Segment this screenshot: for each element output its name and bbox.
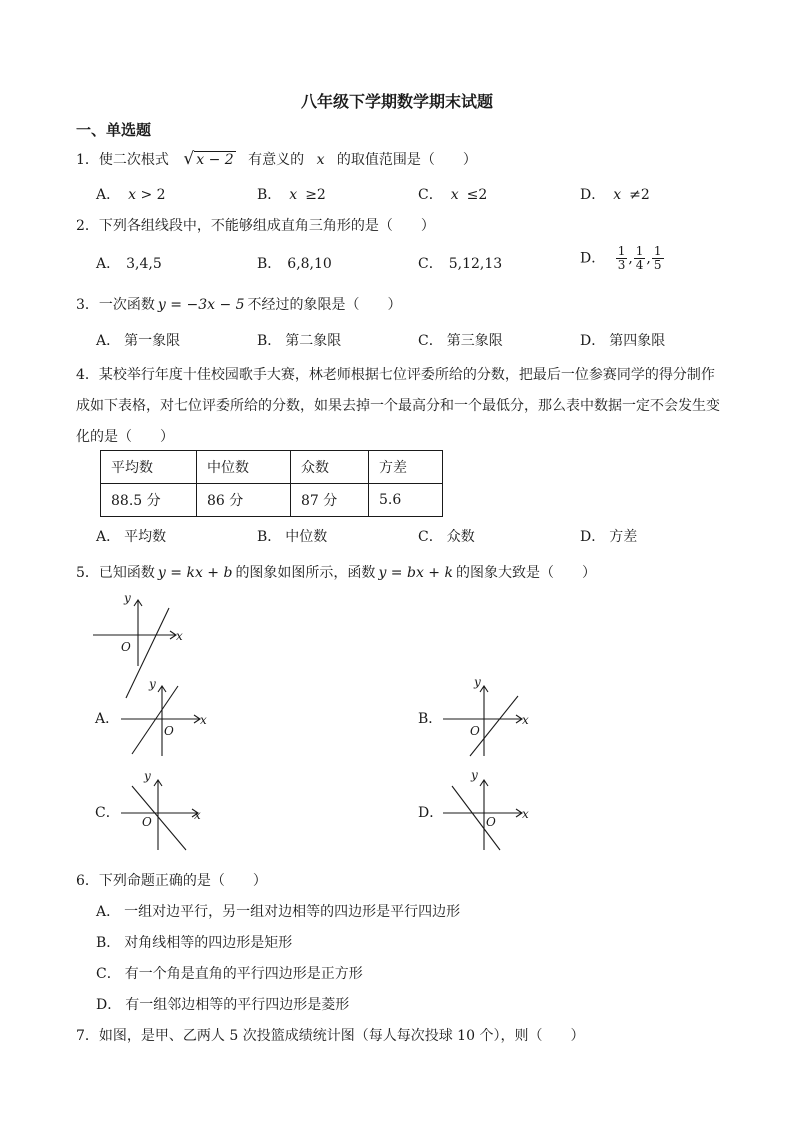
question-text: 某校举行年度十佳校园歌手大赛，林老师根据七位评委所给的分数，把最后一位参赛同学的得分制作 [98, 367, 715, 383]
question-3 [76, 296, 402, 314]
q3-option-a[interactable] [96, 332, 180, 350]
q6-option-a[interactable] [96, 903, 460, 921]
origin-label: O [121, 640, 131, 654]
option-text: 第四象限 [609, 333, 666, 349]
option-label: D． [580, 333, 606, 349]
option-text: 3,4,5 [126, 256, 162, 272]
q6-option-b[interactable] [96, 934, 292, 952]
q3-option-b[interactable] [257, 332, 341, 350]
formula: y = −3x − 5 [157, 297, 245, 313]
fraction [634, 245, 646, 272]
option-label: C． [96, 966, 121, 982]
table-header-cell: 中位数 [197, 451, 291, 484]
option-text: ≠2 [629, 187, 650, 203]
variable: x [316, 152, 325, 168]
denominator: 4 [635, 258, 644, 272]
option-text: 6,8,10 [287, 256, 332, 272]
option-text: 第二象限 [285, 333, 342, 349]
q5-option-a[interactable]: A． [95, 711, 120, 727]
fraction [652, 245, 664, 272]
option-label: C． [418, 333, 443, 349]
table-header-cell: 方差 [369, 451, 443, 484]
question-text: 下列命题正确的是（ ） [98, 873, 267, 889]
separator: , [628, 250, 633, 267]
option-b-graph [440, 672, 545, 764]
option-var: x [613, 187, 622, 203]
origin-label: O [470, 724, 480, 738]
option-label: D． [580, 250, 606, 267]
question-text: 的取值范围是（ ） [336, 152, 477, 168]
question-number: 5． [76, 565, 99, 581]
question-text: 的图象大致是（ ） [455, 565, 596, 581]
question-2 [76, 217, 435, 235]
radicand: x − 2 [196, 152, 234, 168]
question-4-line-3: 化的是（ ） [76, 429, 174, 445]
question-text: 的图象如图所示，函数 [235, 565, 376, 581]
option-text: 第三象限 [446, 333, 503, 349]
option-c-graph [118, 766, 223, 858]
q4-option-b[interactable] [257, 528, 327, 546]
q6-option-c[interactable] [96, 965, 363, 983]
option-label: B． [257, 187, 282, 203]
option-text: 方差 [609, 529, 638, 545]
option-label: B． [257, 333, 282, 349]
option-text: 对角线相等的四边形是矩形 [124, 935, 293, 951]
option-label: D． [580, 529, 606, 545]
option-var: x [450, 187, 459, 203]
q6-option-d[interactable] [96, 996, 349, 1014]
q1-option-b[interactable] [257, 186, 326, 204]
question-text: 已知函数 [98, 565, 155, 581]
q1-option-c[interactable] [418, 186, 487, 204]
option-label: C． [418, 256, 443, 272]
option-label: A． [96, 904, 121, 920]
y-axis-label: y [471, 768, 478, 782]
table-row [101, 484, 443, 517]
q4-option-a[interactable] [96, 528, 166, 546]
option-text: 有一组邻边相等的平行四边形是菱形 [125, 997, 350, 1013]
table-row [101, 451, 443, 484]
x-axis-label: x [194, 808, 201, 822]
q1-option-d[interactable] [580, 186, 650, 204]
question-number: 1． [76, 152, 99, 168]
question-number: 4． [76, 367, 99, 383]
q2-option-c[interactable] [418, 255, 502, 273]
formula: y = kx + b [157, 565, 233, 581]
option-text: 一组对边平行，另一组对边相等的四边形是平行四边形 [124, 904, 461, 920]
option-text: 第一象限 [124, 333, 181, 349]
option-label: A． [96, 529, 121, 545]
sqrt-expression: √ x − 2 [183, 149, 234, 169]
q3-option-c[interactable] [418, 332, 503, 350]
x-axis-label: x [522, 713, 529, 727]
option-a-graph [118, 672, 223, 764]
origin-label: O [164, 724, 174, 738]
option-d-graph [440, 766, 545, 858]
question-5 [76, 564, 596, 582]
question-number: 3． [76, 297, 99, 313]
q2-option-b[interactable] [257, 255, 332, 273]
table-header-cell: 平均数 [101, 451, 197, 484]
table-cell: 86 分 [197, 484, 291, 517]
option-text: 众数 [446, 529, 475, 545]
table-cell: 5.6 [369, 484, 443, 517]
q2-option-d[interactable] [580, 245, 665, 272]
x-axis-label: x [522, 807, 529, 821]
option-label: D． [580, 187, 606, 203]
option-label: B． [257, 256, 282, 272]
option-label: C． [418, 529, 443, 545]
origin-label: O [486, 815, 496, 829]
q5-option-d[interactable]: D． [418, 805, 444, 821]
section-heading: 一、单选题 [76, 121, 152, 139]
origin-label: O [142, 815, 152, 829]
option-text: 平均数 [124, 529, 167, 545]
y-axis-label: y [144, 769, 151, 783]
numerator: 1 [617, 244, 626, 258]
y-axis-label: y [474, 675, 481, 689]
option-var: x [128, 187, 137, 203]
x-axis-label: x [176, 629, 183, 643]
option-text: ≥2 [305, 187, 326, 203]
q3-option-d[interactable] [580, 332, 665, 350]
y-axis-label: y [149, 677, 156, 691]
question-text: 如图，是甲、乙两人 5 次投篮成绩统计图（每人每次投球 10 个），则（ ） [98, 1028, 585, 1044]
question-text: 有意义的 [248, 152, 305, 168]
q5-option-c[interactable]: C． [95, 805, 120, 821]
option-label: C． [418, 187, 443, 203]
q1-option-a[interactable] [96, 186, 166, 204]
option-label: A． [96, 187, 121, 203]
option-text: ≤2 [466, 187, 488, 203]
table-cell: 87 分 [291, 484, 369, 517]
q2-option-a[interactable] [96, 255, 162, 273]
option-label: A． [96, 256, 121, 272]
option-label: A． [96, 333, 121, 349]
option-label: B． [96, 935, 121, 951]
page-title: 八年级下学期数学期末试题 [300, 92, 493, 111]
question-text: 使二次根式 [98, 152, 169, 168]
function-line [132, 786, 186, 850]
question-number: 6． [76, 873, 99, 889]
question-4 [76, 366, 715, 384]
table-cell: 88.5 分 [101, 484, 197, 517]
score-table [100, 450, 443, 517]
y-axis-label: y [124, 591, 131, 605]
x-axis-label: x [200, 713, 207, 727]
question-text: 下列各组线段中，不能够组成直角三角形的是（ ） [98, 218, 435, 234]
question-4-line-2: 成如下表格，对七位评委所给的分数，如果去掉一个最高分和一个最低分，那么表中数据一定不会发生变 [76, 398, 720, 414]
formula: y = bx + k [378, 565, 453, 581]
fraction [616, 245, 628, 272]
q4-option-c[interactable] [418, 528, 475, 546]
question-number: 2． [76, 218, 99, 234]
numerator: 1 [653, 244, 662, 258]
option-text: > 2 [136, 187, 166, 203]
option-var: x [289, 187, 298, 203]
question-number: 7． [76, 1028, 99, 1044]
question-text: 不经过的象限是（ ） [247, 297, 402, 313]
option-text: 5,12,13 [448, 256, 503, 272]
q4-option-d[interactable] [580, 528, 637, 546]
denominator: 3 [617, 258, 626, 272]
table-header-cell: 众数 [291, 451, 369, 484]
option-label: D． [96, 997, 122, 1013]
numerator: 1 [635, 244, 644, 258]
option-text: 有一个角是直角的平行四边形是正方形 [124, 966, 363, 982]
question-text: 一次函数 [98, 297, 155, 313]
question-6 [76, 872, 267, 890]
q5-option-b[interactable]: B． [418, 711, 443, 727]
separator: , [646, 250, 651, 267]
function-line [132, 686, 178, 754]
option-text: 中位数 [285, 529, 328, 545]
option-label: B． [257, 529, 282, 545]
denominator: 5 [653, 258, 662, 272]
question-7 [76, 1027, 584, 1045]
question-1 [76, 150, 477, 169]
